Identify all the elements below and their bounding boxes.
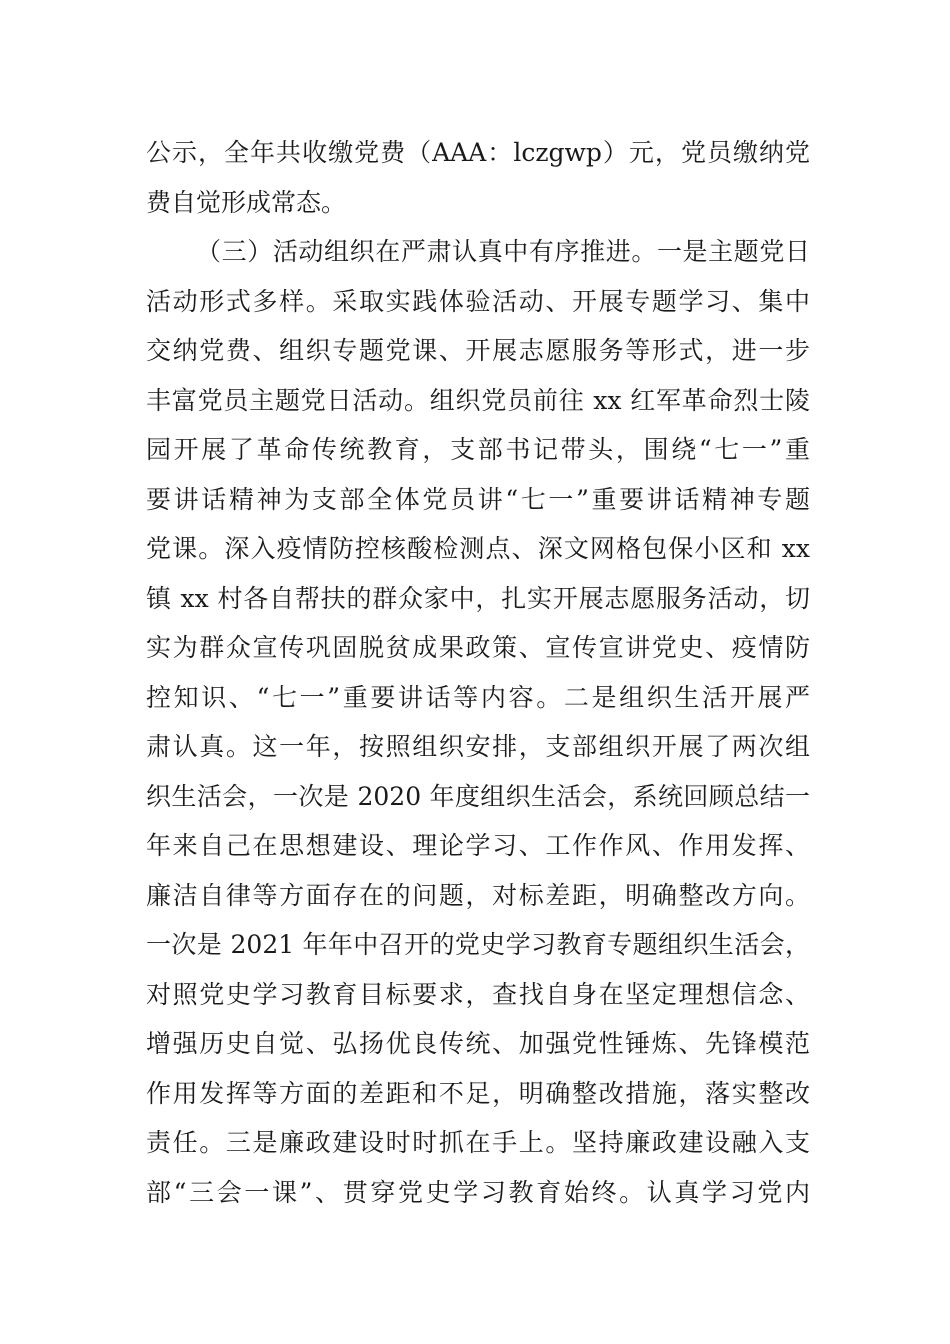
text-line: 部“三会一课”、贯穿党史学习教育始终。认真学习党内 — [146, 1177, 810, 1207]
text-line: 丰富党员主题党日活动。组织党员前往 xx 红军革命烈士陵 — [146, 385, 810, 415]
text-line: 年来自己在思想建设、理论学习、工作作风、作用发挥、 — [146, 831, 810, 860]
text-line: 费自觉形成常态。 — [146, 187, 347, 217]
text-line: 肃认真。这一年，按照组织安排，支部组织开展了两次组 — [146, 732, 810, 761]
text-line: 园开展了革命传统教育，支部书记带头，围绕“七一”重 — [146, 435, 810, 464]
text-line: 实为群众宣传巩固脱贫成果政策、宣传宣讲党史、疫情防 — [146, 633, 810, 662]
text-line: 对照党史学习教育目标要求，查找自身在坚定理想信念、 — [146, 979, 810, 1009]
text-line: 要讲话精神为支部全体党员讲“七一”重要讲话精神专题 — [146, 484, 810, 514]
body-text — [146, 128, 810, 1217]
text-line: 公示，全年共收缴党费（AAA：lczgwp）元，党员缴纳党 — [146, 138, 810, 167]
text-line: 活动形式多样。采取实践体验活动、开展专题学习、集中 — [146, 286, 810, 316]
text-line: （三）活动组织在严肃认真中有序推进。一是主题党日 — [196, 237, 810, 266]
text-line: 一次是 2021 年年中召开的党史学习教育专题组织生活会， — [146, 930, 810, 959]
text-line: 廉洁自律等方面存在的问题，对标差距，明确整改方向。 — [146, 880, 810, 910]
text-line: 作用发挥等方面的差距和不足，明确整改措施，落实整改 — [146, 1078, 810, 1108]
text-line: 镇 xx 村各自帮扶的群众家中，扎实开展志愿服务活动，切 — [146, 583, 810, 613]
text-line: 党课。深入疫情防控核酸检测点、深文网格包保小区和 xx — [146, 534, 810, 563]
text-line: 织生活会，一次是 2020 年度组织生活会，系统回顾总结一 — [146, 781, 810, 811]
text-line: 责任。三是廉政建设时时抓在手上。坚持廉政建设融入支 — [146, 1128, 810, 1157]
text-line: 交纳党费、组织专题党课、开展志愿服务等形式，进一步 — [146, 336, 810, 365]
text-line: 增强历史自觉、弘扬优良传统、加强党性锤炼、先锋模范 — [146, 1029, 810, 1058]
text-line: 控知识、“七一”重要讲话等内容。二是组织生活开展严 — [146, 682, 810, 712]
